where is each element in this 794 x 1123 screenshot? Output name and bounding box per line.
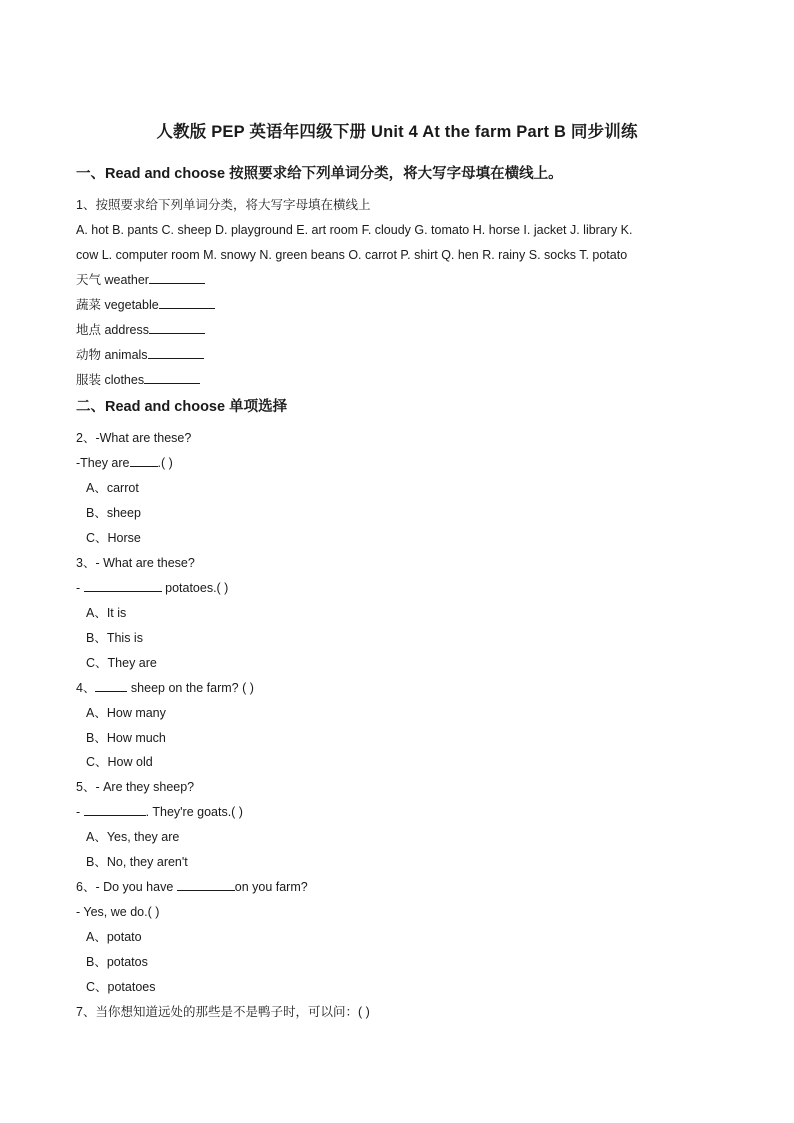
question-5-line-1: 5、- Are they sheep? [76, 780, 195, 794]
question-5-option-a: A、Yes, they are [86, 830, 180, 844]
answer-blank[interactable] [149, 272, 205, 284]
answer-blank[interactable] [84, 804, 146, 816]
question-3-line-2 [76, 579, 228, 597]
question-6-option-c: C、potatoes [86, 980, 156, 994]
question-text: -They are [76, 456, 130, 470]
question-5-line-2 [76, 803, 243, 821]
question-text: - [76, 805, 84, 819]
question-2-option-b: B、sheep [86, 506, 141, 520]
category-label: 服装 clothes [76, 373, 145, 387]
question-text: - [76, 581, 84, 595]
question-4-option-b: B、How much [86, 731, 166, 745]
category-label: 动物 animals [76, 348, 148, 362]
category-label: 地点 address [76, 323, 149, 337]
question-6-option-a: A、potato [86, 930, 142, 944]
category-animals [76, 346, 204, 364]
question-3-option-a: A、It is [86, 606, 127, 620]
answer-blank[interactable] [84, 580, 162, 592]
question-text: on you farm? [234, 880, 308, 894]
question-6-option-b: B、potatos [86, 955, 148, 969]
question-2-option-c: C、Horse [86, 531, 141, 545]
question-3-line-1: 3、- What are these? [76, 556, 195, 570]
question-6-line-2: - Yes, we do.( ) [76, 905, 160, 919]
question-1-stem: 1、按照要求给下列单词分类，将大写字母填在横线上 [76, 198, 371, 212]
section-2-heading: 二、Read and choose 单项选择 [76, 399, 288, 415]
question-text: .( ) [157, 456, 173, 470]
answer-blank[interactable] [149, 322, 205, 334]
category-label: 蔬菜 vegetable [76, 298, 159, 312]
category-address [76, 321, 205, 339]
answer-blank[interactable] [130, 455, 158, 467]
category-weather [76, 271, 205, 289]
section-1-heading: 一、Read and choose 按照要求给下列单词分类，将大写字母填在横线上。 [76, 166, 563, 182]
answer-blank[interactable] [159, 297, 215, 309]
question-2-line-2 [76, 454, 173, 472]
question-text: potatoes.( ) [161, 581, 229, 595]
word-list-line-2: cow L. computer room M. snowy N. green beans O. carrot P. shirt Q. hen R. rainy S. socks T. potato [76, 248, 628, 262]
category-clothes [76, 371, 200, 389]
question-text: 6、- Do you have [76, 880, 177, 894]
question-3-option-c: C、They are [86, 656, 157, 670]
category-vegetable [76, 296, 215, 314]
answer-blank[interactable] [144, 372, 200, 384]
word-list-line-1: A. hot B. pants C. sheep D. playground E. art room F. cloudy G. tomato H. horse I. jacket J. library K. [76, 223, 633, 237]
question-6-line-1 [76, 878, 308, 896]
document-title: 人教版 PEP 英语年四级下册 Unit 4 At the farm Part B 同步训练 [156, 123, 638, 141]
question-3-option-b: B、This is [86, 631, 143, 645]
question-text: . They're goats.( ) [145, 805, 243, 819]
question-5-option-b: B、No, they aren't [86, 855, 188, 869]
answer-blank[interactable] [148, 347, 204, 359]
question-text: 4、 [76, 681, 96, 695]
answer-blank[interactable] [177, 879, 235, 891]
question-7-line-1: 7、当你想知道远处的那些是不是鸭子时，可以问：( ) [76, 1005, 370, 1019]
question-4-option-a: A、How many [86, 706, 166, 720]
question-4-option-c: C、How old [86, 755, 153, 769]
question-2-option-a: A、carrot [86, 481, 139, 495]
question-text: sheep on the farm? ( ) [127, 681, 254, 695]
question-2-line-1: 2、-What are these? [76, 431, 192, 445]
question-4-line-1 [76, 679, 254, 697]
category-label: 天气 weather [76, 273, 149, 287]
answer-blank[interactable] [95, 680, 127, 692]
